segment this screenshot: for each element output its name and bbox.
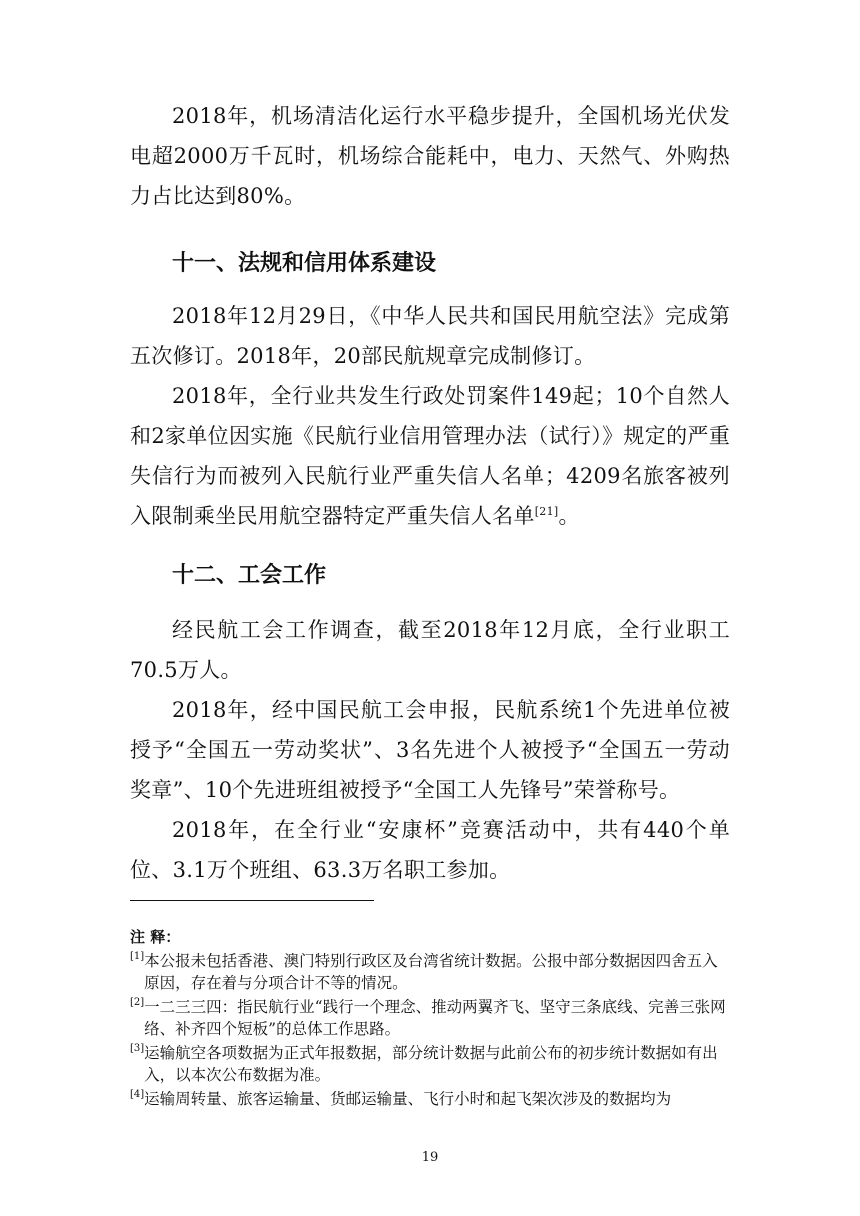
paragraph-union-staff: 经民航工会工作调查，截至2018年12月底，全行业职工70.5万人。 bbox=[130, 618, 730, 682]
heading-section-11: 十一、法规和信用体系建设 bbox=[172, 251, 437, 276]
footnote-ref-21[interactable]: [21] bbox=[534, 505, 559, 518]
energy-section bbox=[130, 96, 730, 216]
paragraph-union-awards: 2018年，经中国民航工会申报，民航系统1个先进单位被授予“全国五一劳动奖状”、3名先进个人被授予“全国五一劳动奖章”、10个先进班组被授予“全国工人先锋号”荣誉称号。 bbox=[130, 698, 730, 802]
paragraph-credit bbox=[130, 376, 730, 536]
section-11 bbox=[130, 244, 730, 536]
paragraph-credit-text: 2018年，全行业共发生行政处罚案件149起；10个自然人和2家单位因实施《民航行业信用管理办法（试行）》规定的严重失信行为而被列入民航行业严重失信人名单；4209名旅客被列入限制乘坐民用航空器特定严重失信人名单 bbox=[130, 384, 730, 528]
footnote-text: 一二三三四：指民航行业“践行一个理念、推动两翼齐飞、坚守三条底线、完善三张网络、补齐四个短板”的总体工作思路。 bbox=[144, 998, 726, 1038]
paragraph-credit-end: 。 bbox=[558, 504, 580, 528]
paragraph-law: 2018年12月29日，《中华人民共和国民用航空法》完成第五次修订。2018年，20部民航规章完成制修订。 bbox=[130, 304, 730, 368]
footnotes-title: 注 释： bbox=[130, 928, 181, 946]
heading-section-12: 十二、工会工作 bbox=[172, 563, 327, 588]
paragraph-energy: 2018年，机场清洁化运行水平稳步提升，全国机场光伏发电超2000万千瓦时，机场综合能耗中，电力、天然气、外购热力占比达到80%。 bbox=[130, 104, 730, 208]
footnote-divider bbox=[130, 900, 374, 901]
footnote-item bbox=[130, 1042, 730, 1086]
footnote-text: 本公报未包括香港、澳门特别行政区及台湾省统计数据。公报中部分数据因四舍五入原因，存在着与分项合计不等的情况。 bbox=[144, 952, 718, 992]
footnote-text: 运输周转量、旅客运输量、货邮运输量、飞行小时和起飞架次涉及的数据均为 bbox=[144, 1090, 672, 1108]
footnote-number: [4] bbox=[130, 1089, 145, 1100]
footnote-item bbox=[130, 1088, 730, 1110]
footnote-number: [3] bbox=[130, 1043, 145, 1054]
footnote-item bbox=[130, 950, 730, 994]
footnote-number: [1] bbox=[130, 951, 145, 962]
footnote-text: 运输航空各项数据为正式年报数据，部分统计数据与此前公布的初步统计数据如有出入，以本次公布数据为准。 bbox=[144, 1044, 718, 1084]
paragraph-union-contest: 2018年，在全行业“安康杯”竞赛活动中，共有440个单位、3.1万个班组、63.3万名职工参加。 bbox=[130, 818, 730, 882]
footnote-item bbox=[130, 996, 730, 1040]
footnotes bbox=[130, 926, 730, 1112]
footnote-number: [2] bbox=[130, 997, 145, 1008]
page-number: 19 bbox=[421, 1150, 439, 1165]
section-12 bbox=[130, 556, 730, 890]
